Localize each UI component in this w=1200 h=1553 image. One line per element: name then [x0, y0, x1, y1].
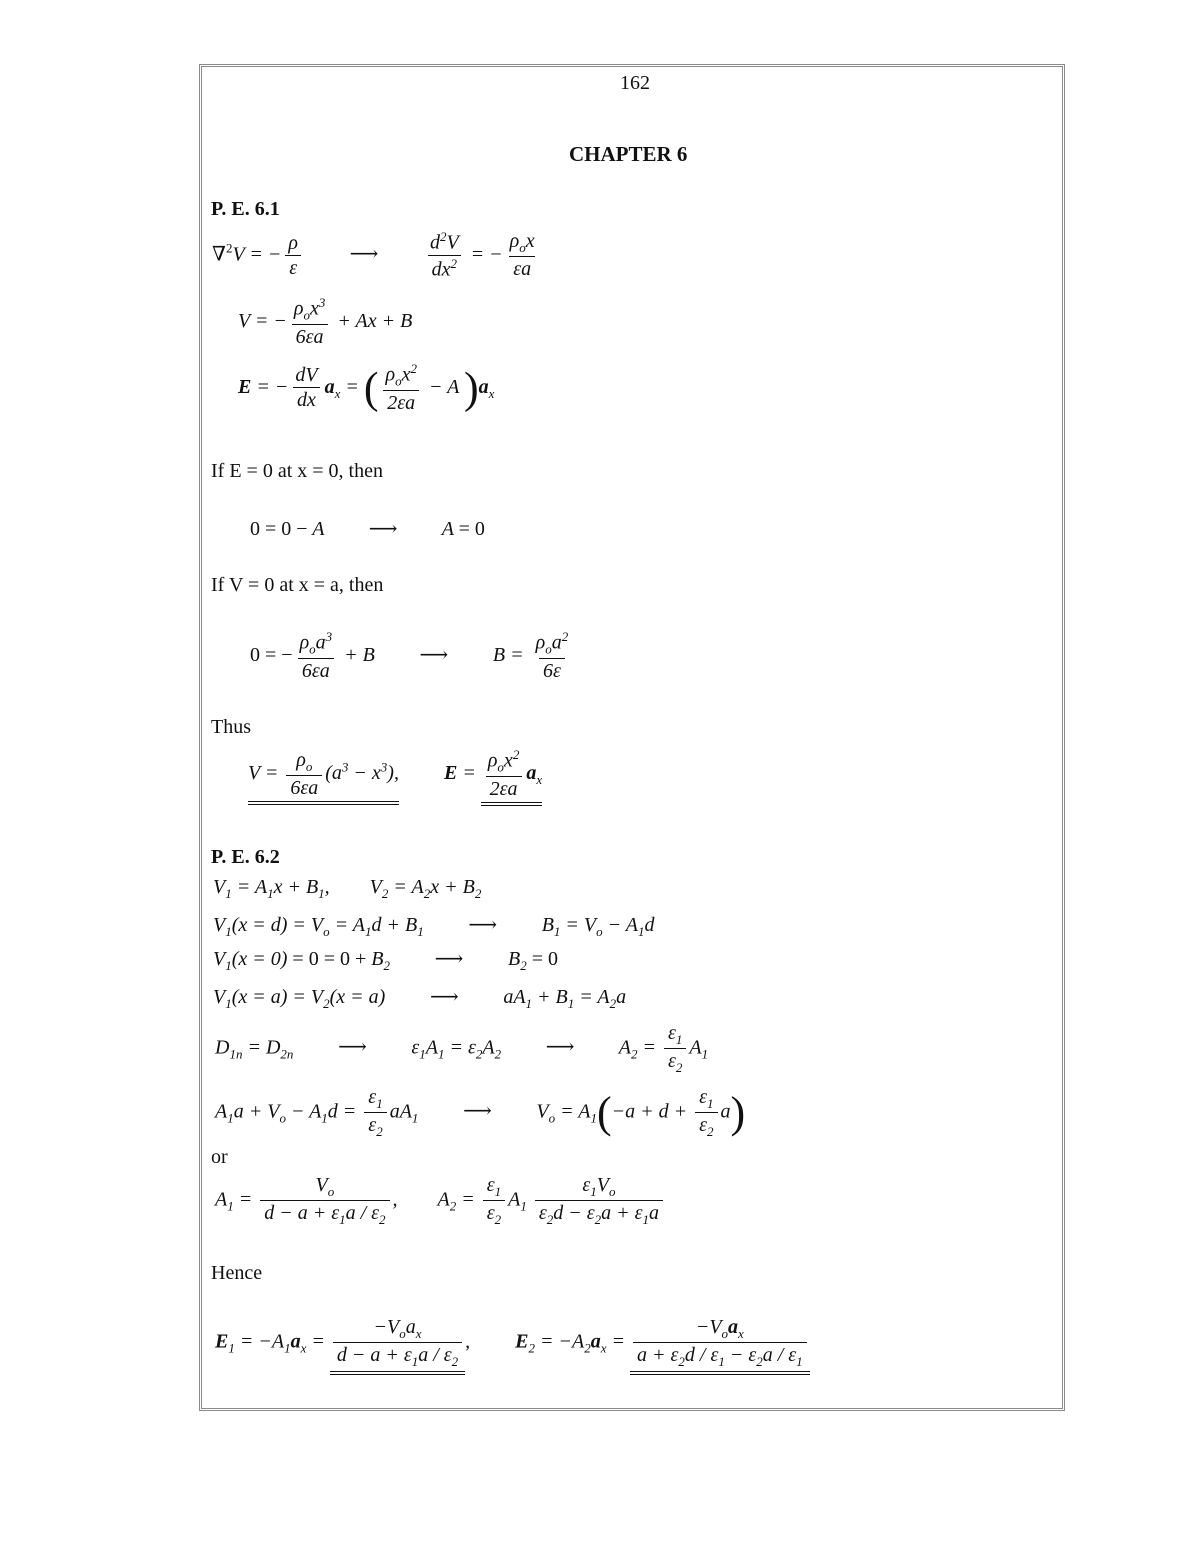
- equation-vo: $A_1a + V_o - A_1d$ = $\frac{\varepsilon_1}{\varepsilon_2}$ $aA_1$ ⟶ $V_o = A_1(-a + d$ + $\frac{\varepsilon_1}{\varepsilon_2}$ a): [215, 1086, 746, 1139]
- equation-v-general: V = − $\frac{\rho_ox^3}{6\varepsilon a}$ + Ax + B: [238, 295, 413, 348]
- pe-6-2-heading: P. E. 6.2: [211, 846, 280, 868]
- equation-e-general: E = − $\frac{dV}{dx}$ $a_x$ = ( $\frac{\rho_ox^2}{2\varepsilon a}$ − A )$a_x$: [238, 361, 495, 414]
- equation-b-value: 0 = − $\frac{\rho_oa^3}{6\varepsilon a}$ + B ⟶ B = $\frac{\rho_oa^2}{6\varepsilon}$: [250, 629, 569, 682]
- text-thus: Thus: [211, 716, 251, 738]
- equation-a1-a2: $A_1$ = $\frac{V_o}{d - a + \varepsilon_1a / \varepsilon_2}$ , $A_2$ = $\frac{\varepsilon_1}{\varepsilon_2}$ $A_1$ $\frac{\varepsilon_1V_o}{\varepsilon_2d - \varepsilon_2a + \varepsilon_1a}$: [215, 1174, 666, 1228]
- pe-6-1-heading: P. E. 6.1: [211, 198, 280, 220]
- equation-b1: $V_1(x = d) = V_o = A_1d + B_1$ ⟶ $B_1 = V_o - A_1d$: [213, 914, 655, 939]
- text-if-e: If E = 0 at x = 0, then: [211, 460, 383, 482]
- equation-result-6-1: V = $\frac{\rho_o}{6\varepsilon a}$ $(a^3 - x^3)$, E = $\frac{\rho_ox^2}{2\varepsilon a}$ $a_x$: [248, 748, 542, 806]
- equation-continuity: $V_1(x = a) = V_2(x = a)$ ⟶ $aA_1 + B_1 = A_2a$: [213, 986, 627, 1011]
- text-hence: Hence: [211, 1262, 263, 1284]
- equation-v1-v2: $V_1 = A_1x + B_1$, $V_2 = A_2x + B_2$: [213, 876, 482, 901]
- equation-d-normal: $D_{1n} = D_{2n}$ ⟶ $\varepsilon_1A_1 = \varepsilon_2A_2$ ⟶ $A_2$ = $\frac{\varepsilon_1}{\varepsilon_2}$ $A_1$: [215, 1022, 709, 1075]
- equation-poisson: ∇$^2$V = − $\frac{\rho}{\varepsilon}$ ⟶ $\frac{d^2V}{dx^2}$ = − $\frac{\rho_ox}{\varepsilon a}$: [212, 229, 535, 281]
- equation-b2: $V_1(x = 0) = 0 = 0 + B_2$ ⟶ $B_2 = 0$: [213, 948, 558, 973]
- text-if-v: If V = 0 at x = a, then: [211, 574, 384, 596]
- equation-a-zero: 0 = 0 − A ⟶ A = 0: [250, 518, 485, 540]
- chapter-title: CHAPTER 6: [569, 142, 688, 166]
- text-or: or: [211, 1146, 228, 1168]
- page-number: 162: [620, 72, 650, 94]
- equation-result-6-2: $E_1 = -A_1a_x$ = $\frac{-V_oa_x}{d - a + \varepsilon_1a / \varepsilon_2}$ , $E_2 = -A_2a_x$ = $\frac{-V_oa_x}{a + \varepsilon_2d / \varepsilon_1 - \varepsilon_2a / \varepsilon_1}$: [215, 1316, 810, 1375]
